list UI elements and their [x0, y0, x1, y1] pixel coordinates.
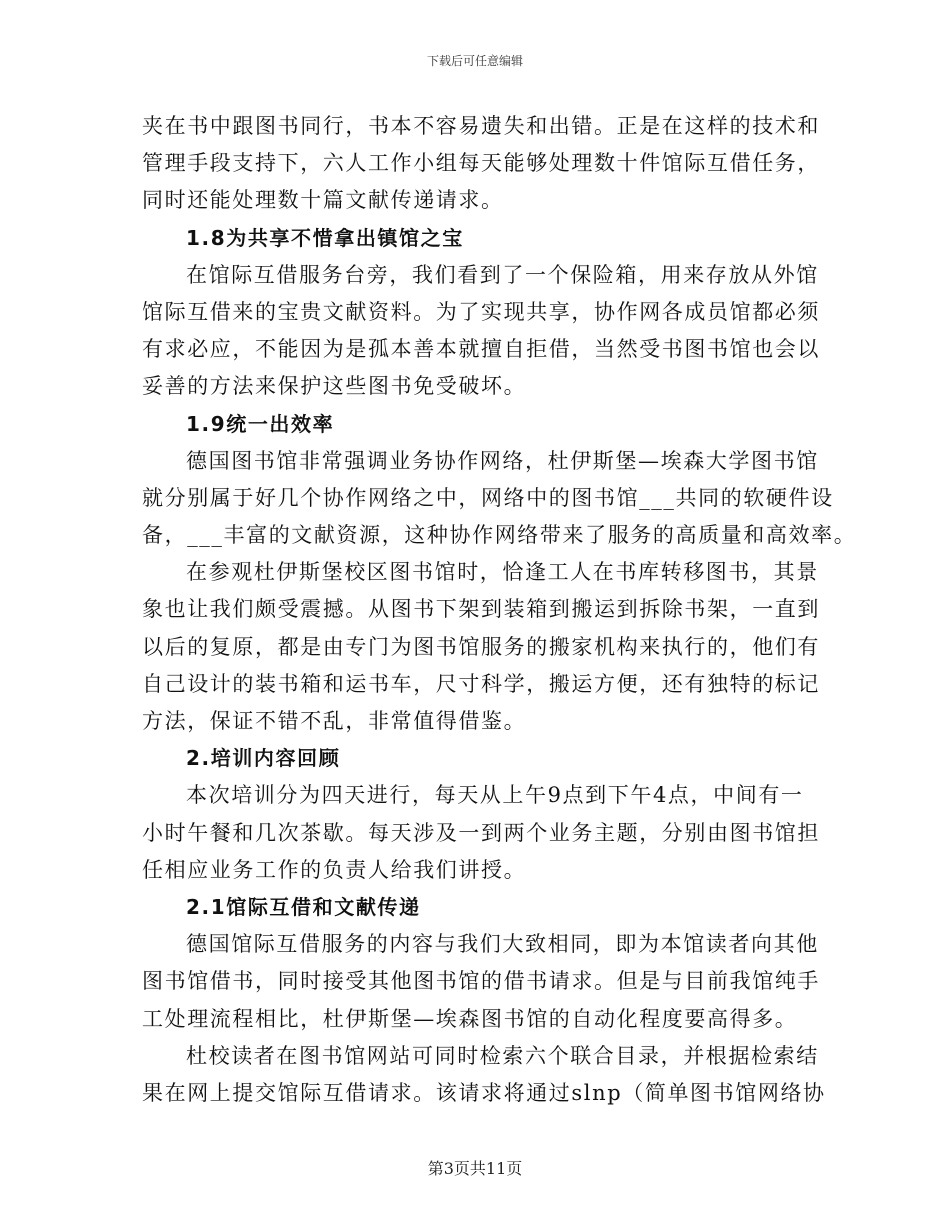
paragraph-line: 在馆际互借服务台旁，我们看到了一个保险箱，用来存放从外馆: [186, 262, 819, 287]
paragraph-line: 德国馆际互借服务的内容与我们大致相同，即为本馆读者向其他: [186, 932, 819, 957]
section-heading: 1.8为共享不惜拿出镇馆之宝: [186, 225, 464, 250]
paragraph-line: 果在网上提交馆际互借请求。该请求将通过slnp（简单图书馆网络协: [142, 1080, 826, 1105]
paragraph-line: 在参观杜伊斯堡校区图书馆时，恰逢工人在书库转移图书，其景: [186, 560, 819, 585]
paragraph-line: 工处理流程相比，杜伊斯堡—埃森图书馆的自动化程度要高得多。: [142, 1006, 798, 1031]
paragraph-line: 管理手段支持下，六人工作小组每天能够处理数十件馆际互借任务，: [142, 151, 820, 176]
paragraph-line: 自己设计的装书箱和运书车，尺寸科学，搬运方便，还有独特的标记: [142, 671, 820, 696]
page-header: 下载后可任意编辑: [426, 54, 523, 68]
paragraph-line: 小时午餐和几次茶歇。每天涉及一到两个业务主题，分别由图书馆担: [142, 820, 820, 845]
paragraph-line: 备，___丰富的文献资源，这种协作网络带来了服务的高质量和高效率。: [142, 523, 857, 548]
paragraph-line: 任相应业务工作的负责人给我们讲授。: [142, 857, 527, 882]
paragraph-line: 象也让我们颇受震撼。从图书下架到装箱到搬运到拆除书架，一直到: [142, 597, 820, 622]
paragraph-line: 德国图书馆非常强调业务协作网络，杜伊斯堡—埃森大学图书馆: [186, 448, 819, 473]
section-heading: 2.1馆际互借和文献传递: [186, 894, 421, 919]
paragraph-line: 有求必应，不能因为是孤本善本就擅自拒借，当然受书图书馆也会以: [142, 337, 820, 362]
paragraph-line: 杜校读者在图书馆网站可同时检索六个联合目录，并根据检索结: [186, 1043, 819, 1068]
paragraph-line: 方法，保证不错不乱，非常值得借鉴。: [142, 709, 527, 733]
document-body: [142, 108, 857, 1112]
paragraph-line: 本次培训分为四天进行，每天从上午9点到下午4点，中间有一: [186, 783, 804, 808]
page-footer: 第3页共11页: [427, 1159, 523, 1178]
paragraph-line: 同时还能处理数十篇文献传递请求。: [142, 188, 504, 213]
paragraph-line: 以后的复原，都是由专门为图书馆服务的搬家机构来执行的，他们有: [142, 634, 820, 659]
paragraph-line: 图书馆借书，同时接受其他图书馆的借书请求。但是与目前我馆纯手: [142, 969, 820, 994]
paragraph-line: 馆际互借来的宝贵文献资料。为了实现共享，协作网各成员馆都必须: [142, 299, 820, 324]
paragraph-line: 妥善的方法来保护这些图书免受破坏。: [142, 374, 527, 399]
paragraph-line: 夹在书中跟图书同行，书本不容易遗失和出错。正是在这样的技术和: [142, 114, 820, 138]
paragraph-line: 就分别属于好几个协作网络之中，网络中的图书馆___共同的软硬件设: [142, 485, 834, 510]
section-heading: 1.9统一出效率: [186, 411, 335, 436]
section-heading: 2.培训内容回顾: [186, 746, 341, 771]
